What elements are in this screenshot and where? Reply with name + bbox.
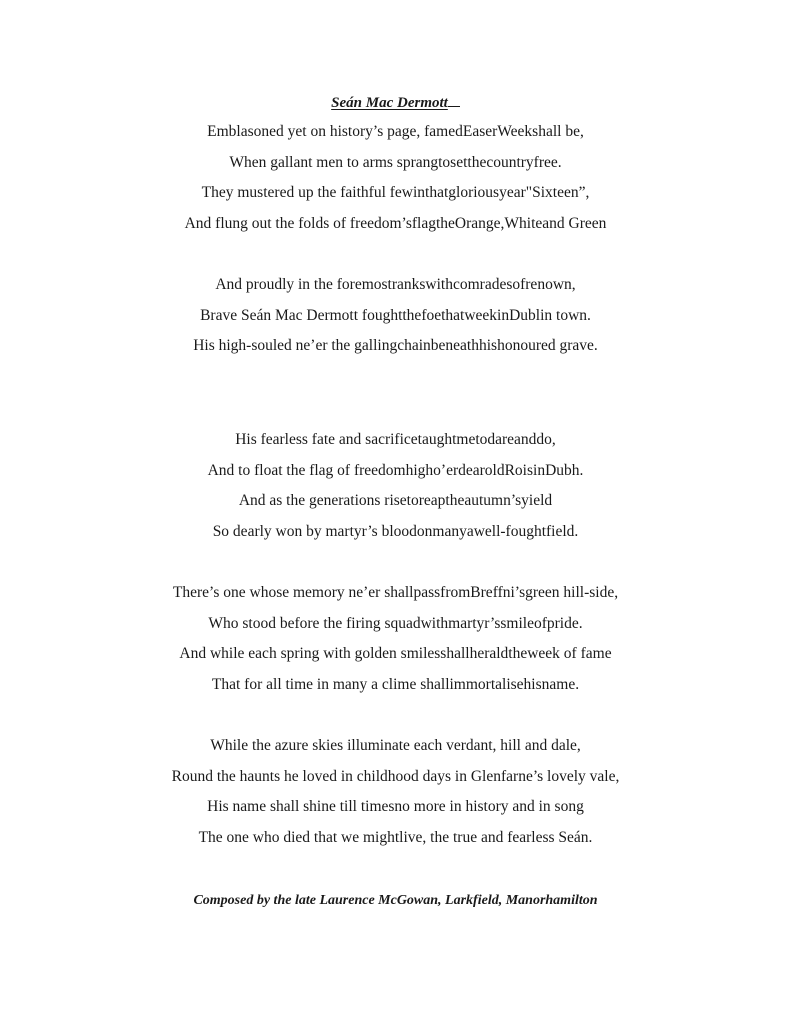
poem-line: Round the haunts he loved in childhood days in Glenfarne’s lovely vale,: [171, 767, 620, 785]
stanza-3: [0, 425, 791, 547]
poem-line: His name shall shine till timesno more in history and in song: [207, 798, 584, 815]
poem-line: And while each spring with golden smilesshallheraldtheweek of fame: [179, 645, 612, 662]
stanza-5: [0, 731, 791, 853]
author-credit: Composed by the late Laurence McGowan, Larkfield, Manorhamilton: [193, 893, 598, 908]
poem-line: And flung out the folds of freedom’sflagtheOrange,Whiteand Green: [184, 214, 607, 232]
poem-title: [0, 91, 791, 113]
poem-line: And as the generations risetoreaptheautumn’syield: [238, 492, 553, 509]
poem-line: His high-souled ne’er the gallingchainbeneathhishonoured grave.: [193, 337, 598, 354]
poem-line: So dearly won by martyr’s bloodonmanyawell-foughtfield.: [212, 522, 579, 540]
stanza-1: [0, 117, 791, 239]
title-underline-trail: [448, 91, 460, 107]
poem-line: That for all time in many a clime shallimmortalisehisname.: [211, 675, 580, 693]
poem-line: There’s one whose memory ne’er shallpassfromBreffni’sgreen hill-side,: [172, 584, 619, 601]
poem-line: Emblasoned yet on history’s page, famedEaserWeekshall be,: [207, 123, 584, 140]
poem-line: While the azure skies illuminate each verdant, hill and dale,: [210, 737, 581, 754]
poem-line: Who stood before the firing squadwithmartyr’ssmileofpride.: [208, 614, 583, 632]
poem-line: They mustered up the faithful fewinthatgloriousyear"Sixteen”,: [201, 184, 590, 201]
poem-line: His fearless fate and sacrificetaughtmetodareanddo,: [235, 431, 556, 448]
poem-line: And proudly in the foremostrankswithcomradesofrenown,: [215, 276, 576, 293]
stanza-4: [0, 578, 791, 700]
poem-line: When gallant men to arms sprangtosetthecountryfree.: [229, 153, 562, 171]
poem-title-text: Seán Mac Dermott: [331, 95, 448, 111]
poem-line: The one who died that we mightlive, the true and fearless Seán.: [198, 828, 593, 846]
stanza-2: [0, 270, 791, 362]
poem-line: Brave Seán Mac Dermott foughtthefoethatweekinDublin town.: [200, 306, 591, 324]
poem-line: And to float the flag of freedomhigho’erdearoldRoisinDubh.: [207, 461, 584, 479]
